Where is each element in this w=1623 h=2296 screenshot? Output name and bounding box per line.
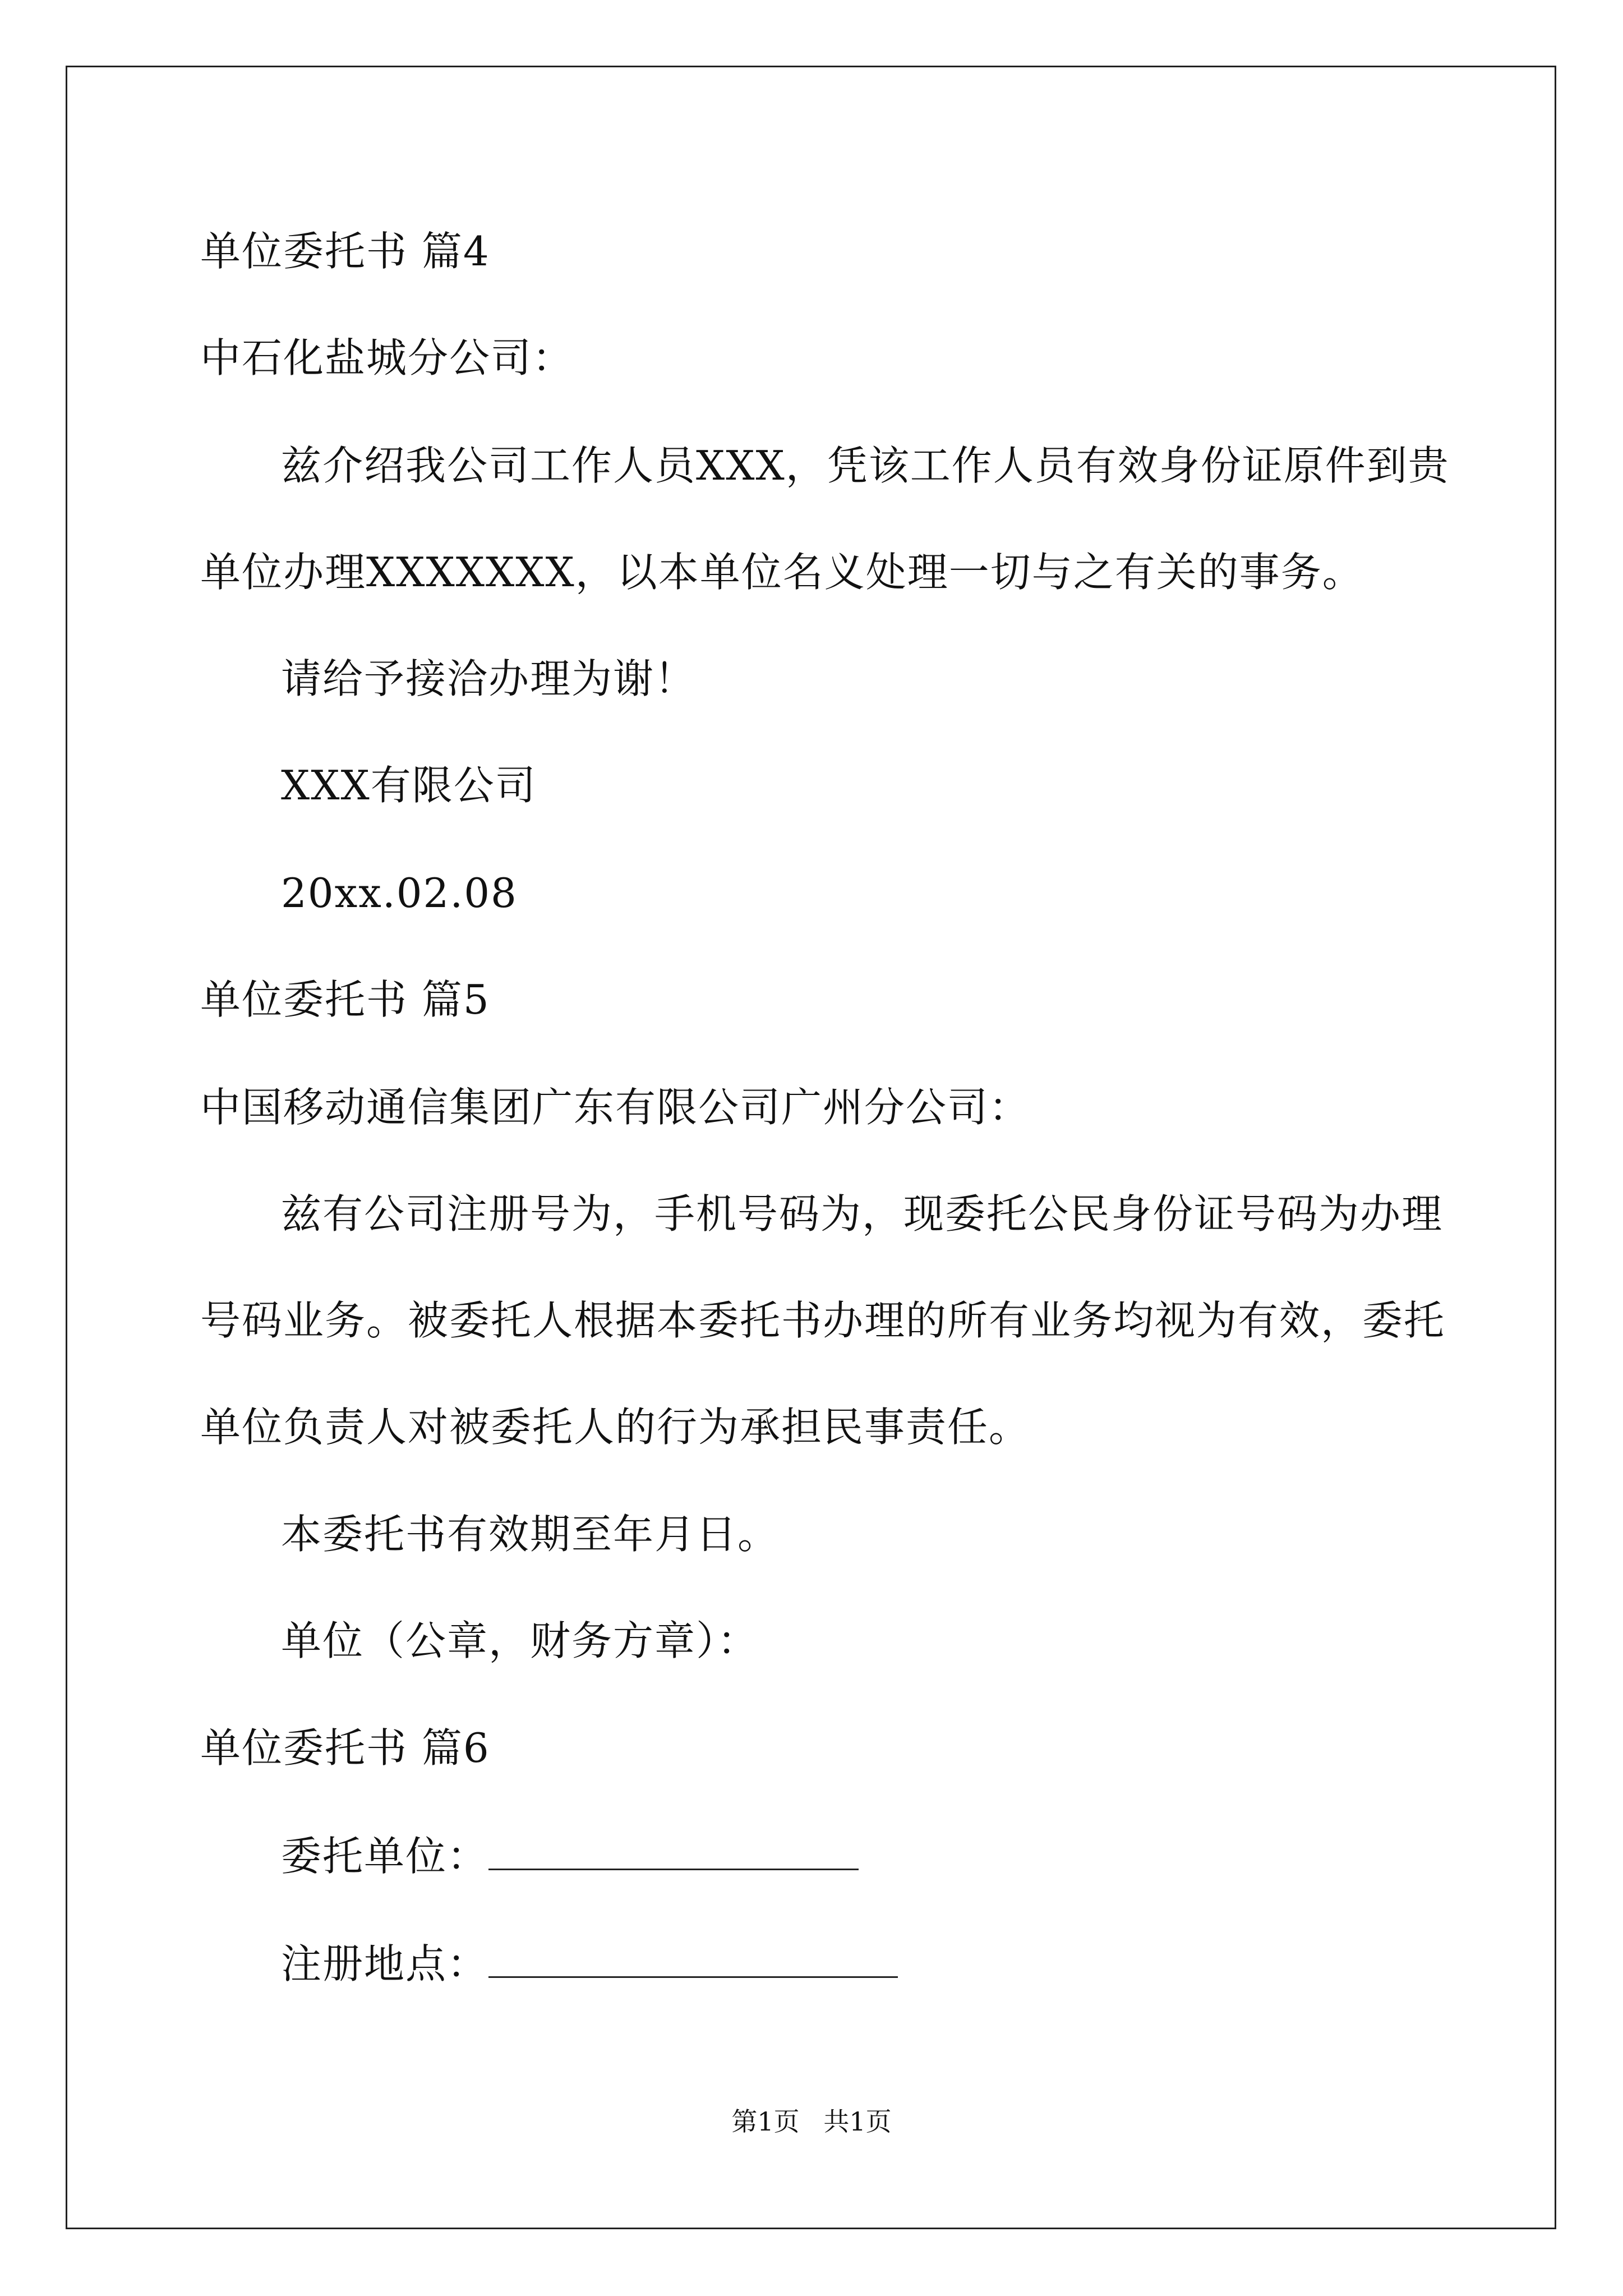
fill-in-blank	[488, 1829, 859, 1870]
body-paragraph: 单位办理XXXXXXX，以本单位名义处理一切与之有关的事务。	[200, 549, 1364, 596]
body-paragraph: 号码业务。被委托人根据本委托书办理的所有业务均视为有效，委托	[200, 1297, 1446, 1344]
signature-date: 20xx.02.08	[281, 869, 518, 917]
page-number: 第1页	[731, 2106, 800, 2137]
form-field-entrusting-unit	[281, 1829, 859, 1881]
section-heading-6: 单位委托书 篇6	[200, 1724, 490, 1772]
fill-in-blank	[488, 1937, 898, 1978]
section-heading-5: 单位委托书 篇5	[200, 976, 490, 1023]
seal-line: 单位（公章，财务方章）：	[281, 1617, 759, 1664]
form-field-registered-address	[281, 1937, 898, 1989]
recipient-line: 中国移动通信集团广东有限公司广州分公司：	[200, 1084, 1031, 1131]
body-paragraph: 单位负责人对被委托人的行为承担民事责任。	[200, 1404, 1031, 1451]
section-heading-4: 单位委托书 篇4	[200, 228, 490, 275]
page-total: 共1页	[823, 2106, 892, 2137]
signature-company: XXX有限公司	[281, 762, 537, 809]
page-border	[66, 66, 1556, 2229]
validity-line: 本委托书有效期至年月日。	[281, 1511, 780, 1558]
field-label: 委托单位：	[281, 1833, 489, 1880]
field-label: 注册地点：	[281, 1940, 489, 1987]
page-footer	[0, 2105, 1623, 2138]
recipient-line: 中石化盐城分公司：	[200, 334, 574, 381]
closing-line: 请给予接洽办理为谢！	[281, 655, 697, 702]
body-paragraph: 兹介绍我公司工作人员XXX，凭该工作人员有效身份证原件到贵	[281, 442, 1450, 489]
body-paragraph: 兹有公司注册号为，手机号码为，现委托公民身份证号码为办理	[281, 1190, 1444, 1237]
